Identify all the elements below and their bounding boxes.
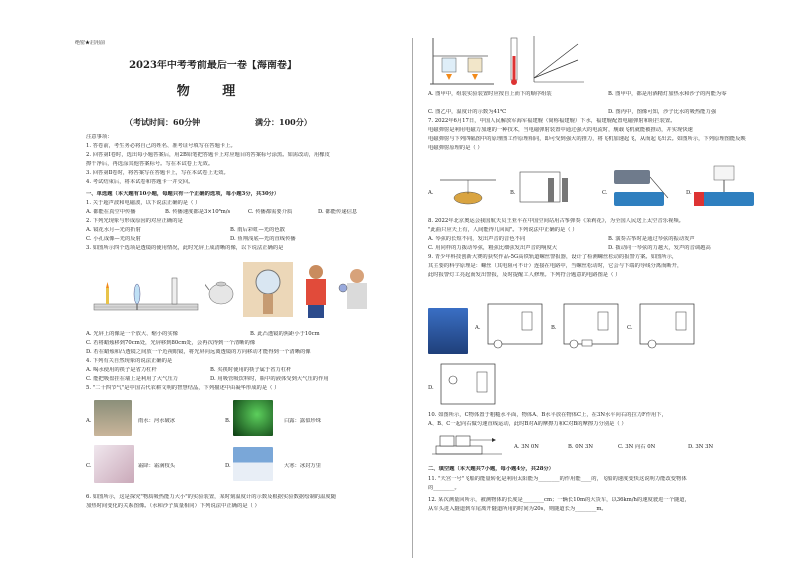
- q7-option-c: C.: [602, 190, 608, 196]
- river-ice-photo: [94, 400, 132, 436]
- q10-option-b: B. 0N 3N: [568, 444, 593, 450]
- circuit-c-figure: [636, 296, 698, 350]
- q6-option-b: B. 图甲中，都是用酒精灯加热水和沙子的内能为零: [608, 91, 727, 97]
- q5-option-a-text: 雨水：河水破冰: [138, 418, 176, 424]
- q8-line-1: 8. 2022年北京奥运会我国航天员王亚平在中国空间站用古筝弹奏《茉莉花》，为全国人民送上太空音乐视频。: [428, 218, 684, 224]
- compass-wire-figure: [438, 170, 498, 210]
- q10-option-a: A. 3N 0N: [514, 444, 539, 450]
- section1-heading: 一、单选题（本大题有10小题，每题只有一个正确的选项，每小题3分，共30分）: [86, 191, 280, 197]
- subject-title: 物 理: [176, 84, 250, 99]
- q1-option-c: C. 传播都需要介质: [248, 209, 293, 215]
- q5-option-b-text: 白露：露似珍珠: [284, 418, 322, 424]
- teapot-figure: [205, 270, 237, 308]
- q6-option-d: D. 图丙中，图像可知，沙子比水的吸热能力强: [608, 109, 717, 115]
- boy-figure: [296, 262, 336, 318]
- q6-option-a: A. 图甲中，组装实验装置时应按自上而下的顺序组装: [428, 91, 552, 97]
- q8-option-b: B. 演奏古筝时是通过琴弦的振动发声: [608, 236, 695, 242]
- q3-option-d: D. 若在蜡烛和凸透镜之间放一个近视眼镜，将光屏向远离透镜的方向移动才能得到一个清晰的像: [86, 349, 311, 355]
- q4-option-d: D. 用吸管吸饮料时，瓶中的液体受到大气压的作用: [210, 376, 329, 382]
- note-4: 4. 考试结束后，将本试卷和答题卡一并交回。: [86, 179, 194, 185]
- note-2b: 擦干净后，再选涂其他答案标号。写在本试卷上无效。: [86, 161, 214, 167]
- q5-option-c-text: 霜降：霜满枝头: [138, 463, 176, 469]
- q3-stem: 3. 如图所示四个选项是透镜的使用情况，此时光屏上成清晰的像，以下说法正确的是: [86, 245, 284, 251]
- q9-option-b: B.: [551, 325, 557, 331]
- q7-line-1: 7. 2022年6月17日，中国人民解放军海军福建舰（简称福建舰）下水，福建舰配置电磁弹射和阻拦装置。: [428, 118, 676, 124]
- exam-time: （考试时间：60分钟: [125, 117, 201, 127]
- q8-option-c: C. 用同样的力拨动琴弦，粗弦比细弦发出声音的响度大: [428, 245, 558, 251]
- q5-stem: 5. "二十四节气"是中国古代农耕文明的智慧结晶，下列描述中由凝华形成的是（ ）: [86, 385, 280, 391]
- thermometer-figure: [503, 36, 525, 86]
- q7-option-b: B.: [510, 190, 516, 196]
- q5-option-a-letter: A.: [86, 418, 92, 424]
- q3-option-a: A. 光屏上的像是一个放大、缩小的实像: [86, 331, 178, 337]
- q1-stem: 1. 关于超声波和电磁波，以下说法正确的是（ ）: [86, 200, 201, 206]
- q10-option-d: D. 3N 3N: [688, 444, 714, 450]
- q8-option-d: D. 拨动同一琴弦的力越大，发声的音调越高: [608, 245, 711, 251]
- q4-option-b: B. 夹筷时使用的筷子属于省力杠杆: [210, 367, 292, 373]
- q9-line-2: 其主要的科学原理是：螺丝（其电阻可不计）连接在电路中，当螺丝松动时，它会与下端的导线分离而断开，: [428, 263, 683, 269]
- q9-option-c: C.: [627, 325, 633, 331]
- q7-option-a: A.: [428, 190, 434, 196]
- optical-bench-figure: [92, 268, 202, 318]
- q1-option-a: A. 都能在真空中传播: [86, 209, 136, 215]
- circuit-b-figure: [560, 298, 622, 350]
- q9-option-a: A.: [475, 325, 481, 331]
- temperature-time-graph: [528, 34, 588, 88]
- q2-option-d: D. 鱼翔浅底—光的直线传播: [230, 236, 296, 242]
- q10-line-1: 10. 如图所示，C物体置于粗糙水平面，物体A、B水平放在物体C上，在3N水平向右的拉力F作用下，: [428, 412, 667, 418]
- column-divider: [412, 38, 413, 558]
- q5-option-b-letter: B.: [225, 418, 231, 424]
- q9-line-3: 此时报警灯工亮起而发出警报，及时提醒工人修理。下列符合题意的电路图是（ ）: [428, 272, 621, 278]
- note-2: 2. 回答第Ⅰ卷时，选出每小题答案后，用2B铅笔把答题卡上对应题目的答案标号涂黑。如需改动，用橡皮: [86, 152, 330, 158]
- guzheng-photo: [428, 308, 468, 354]
- q7-line-4: 电磁弹射原理的是（ ）: [428, 145, 483, 151]
- q7-line-2: 电磁弹射是利用电磁力加速的一种技术，当电磁弹射装置中通过强大的电流时，舰载飞机就能被推动，并实现快速: [428, 127, 693, 133]
- q8-line-2: "此曲只应天上有，人间能得几回闻"。下列说法中正确的是（ ）: [428, 227, 578, 233]
- q12-line-2: 从车头进入隧道到车尾离开隧道所用的时间为20s，则隧道长为________m。: [428, 506, 607, 512]
- q10-option-c: C. 3N 向右 0N: [618, 444, 656, 450]
- note-3: 3. 回答第Ⅱ卷时，将答案写在答题卡上，写在本试卷上无效。: [86, 170, 229, 176]
- frost-photo: [94, 445, 134, 483]
- q2-option-a: A. 镜花水月—光的折射: [86, 227, 141, 233]
- lens-hand-figure: [243, 262, 293, 317]
- right-column: [418, 0, 794, 562]
- q3-option-b: B. 此凸透镜的焦距小于10cm: [250, 331, 320, 337]
- q10-line-2: A、B、C一起向右做匀速直线运动，此时B对A的摩擦力和C对B的摩擦力分别是（ ）: [428, 421, 627, 427]
- q6-stem-1: 6. 如图所示，这是探究"物质吸热能力大小"的实验装置，某时刻温度计的示数及根据实验数据绘制的温度随: [86, 494, 336, 500]
- q6-option-c: C. 图乙中，温度计的示数为41℃: [428, 109, 507, 115]
- exam-score: 满分：100分）: [255, 117, 312, 127]
- dew-photo: [233, 400, 273, 436]
- generator-figure: [694, 164, 764, 212]
- q7-option-d: D.: [686, 190, 692, 196]
- q12-line-1: 12. 某次测量回所示，被测物体的长度是________cm；一辆长10m的大货车，以36km/h的速度驶进一个隧道，: [428, 497, 690, 503]
- circuit-d-figure: [437, 358, 499, 410]
- q5-option-d-text: 大寒：冰封万里: [284, 463, 322, 469]
- q5-option-c-letter: C.: [86, 463, 92, 469]
- q9-option-d: D.: [428, 385, 434, 391]
- spectacles-figure: [337, 266, 375, 312]
- q11-line-2: 的________。: [428, 485, 460, 491]
- q7-line-3: 电磁弹射与下列四幅图中的原理图工作原理相同，即可受到强大的推力，将飞机加速起飞，从而起飞出去。如图所示，下列原理图能反映: [428, 136, 746, 142]
- notes-heading: 注意事项：: [86, 134, 113, 140]
- heating-apparatus-figure: [428, 36, 498, 86]
- q2-stem: 2. 下列光现象与形成原因的对应正确的是: [86, 218, 183, 224]
- exam-title: 2023年中考考前最后一卷【海南卷】: [129, 60, 297, 71]
- q1-option-b: B. 传播速度都是3×10⁸m/s: [165, 209, 231, 215]
- q3-option-c: C. 若将蜡烛移到70cm处，光屏移到80cm处，会再次得到一个清晰的像: [86, 340, 256, 346]
- q5-option-d-letter: D.: [225, 463, 231, 469]
- motor-figure: [610, 168, 672, 214]
- q8-option-a: A. 琴弦的长短不同，发出声音的音色不同: [428, 236, 526, 242]
- frozen-lake-photo: [233, 447, 273, 481]
- q4-option-a: A. 喝水使用的筷子是省力杠杆: [86, 367, 157, 373]
- q11-line-1: 11. "天宫一号"飞船的能量转化是利用太阳能为________的作用能____的，飞船的速度变快这说明力能改变物体: [428, 476, 687, 482]
- secret-label: 绝密★启用前: [75, 40, 106, 46]
- electromagnet-figure: [518, 168, 578, 212]
- q6-stem-2: 加热时间变化的关系图像。（水和沙子质量相同）下列说法中正确的是（ ）: [86, 503, 260, 509]
- blocks-figure: [432, 432, 504, 458]
- section2-heading: 二、填空题（本大题共7小题，每小题4分，共28分）: [428, 466, 554, 472]
- q4-option-c: C. 能把吸盘挂在墙上是利用了大气压力: [86, 376, 178, 382]
- q1-option-d: D. 都能传递信息: [318, 209, 358, 215]
- q2-option-b: B. 雨后彩虹—光的色散: [230, 227, 285, 233]
- q9-line-1: 9. 青少年科技创新大赛的获奖作品-5G高铁轨道螺丝警报器，设计了检测螺丝松动的报警方案。如图所示，: [428, 254, 678, 260]
- circuit-a-figure: [484, 298, 546, 350]
- q4-stem: 4. 下列有关自然现象的说法正确的是: [86, 358, 173, 364]
- q2-option-c: C. 小孔成像—光的反射: [86, 236, 141, 242]
- note-1: 1. 答卷前，考生务必将自己的姓名、准考证号填写在答题卡上。: [86, 143, 236, 149]
